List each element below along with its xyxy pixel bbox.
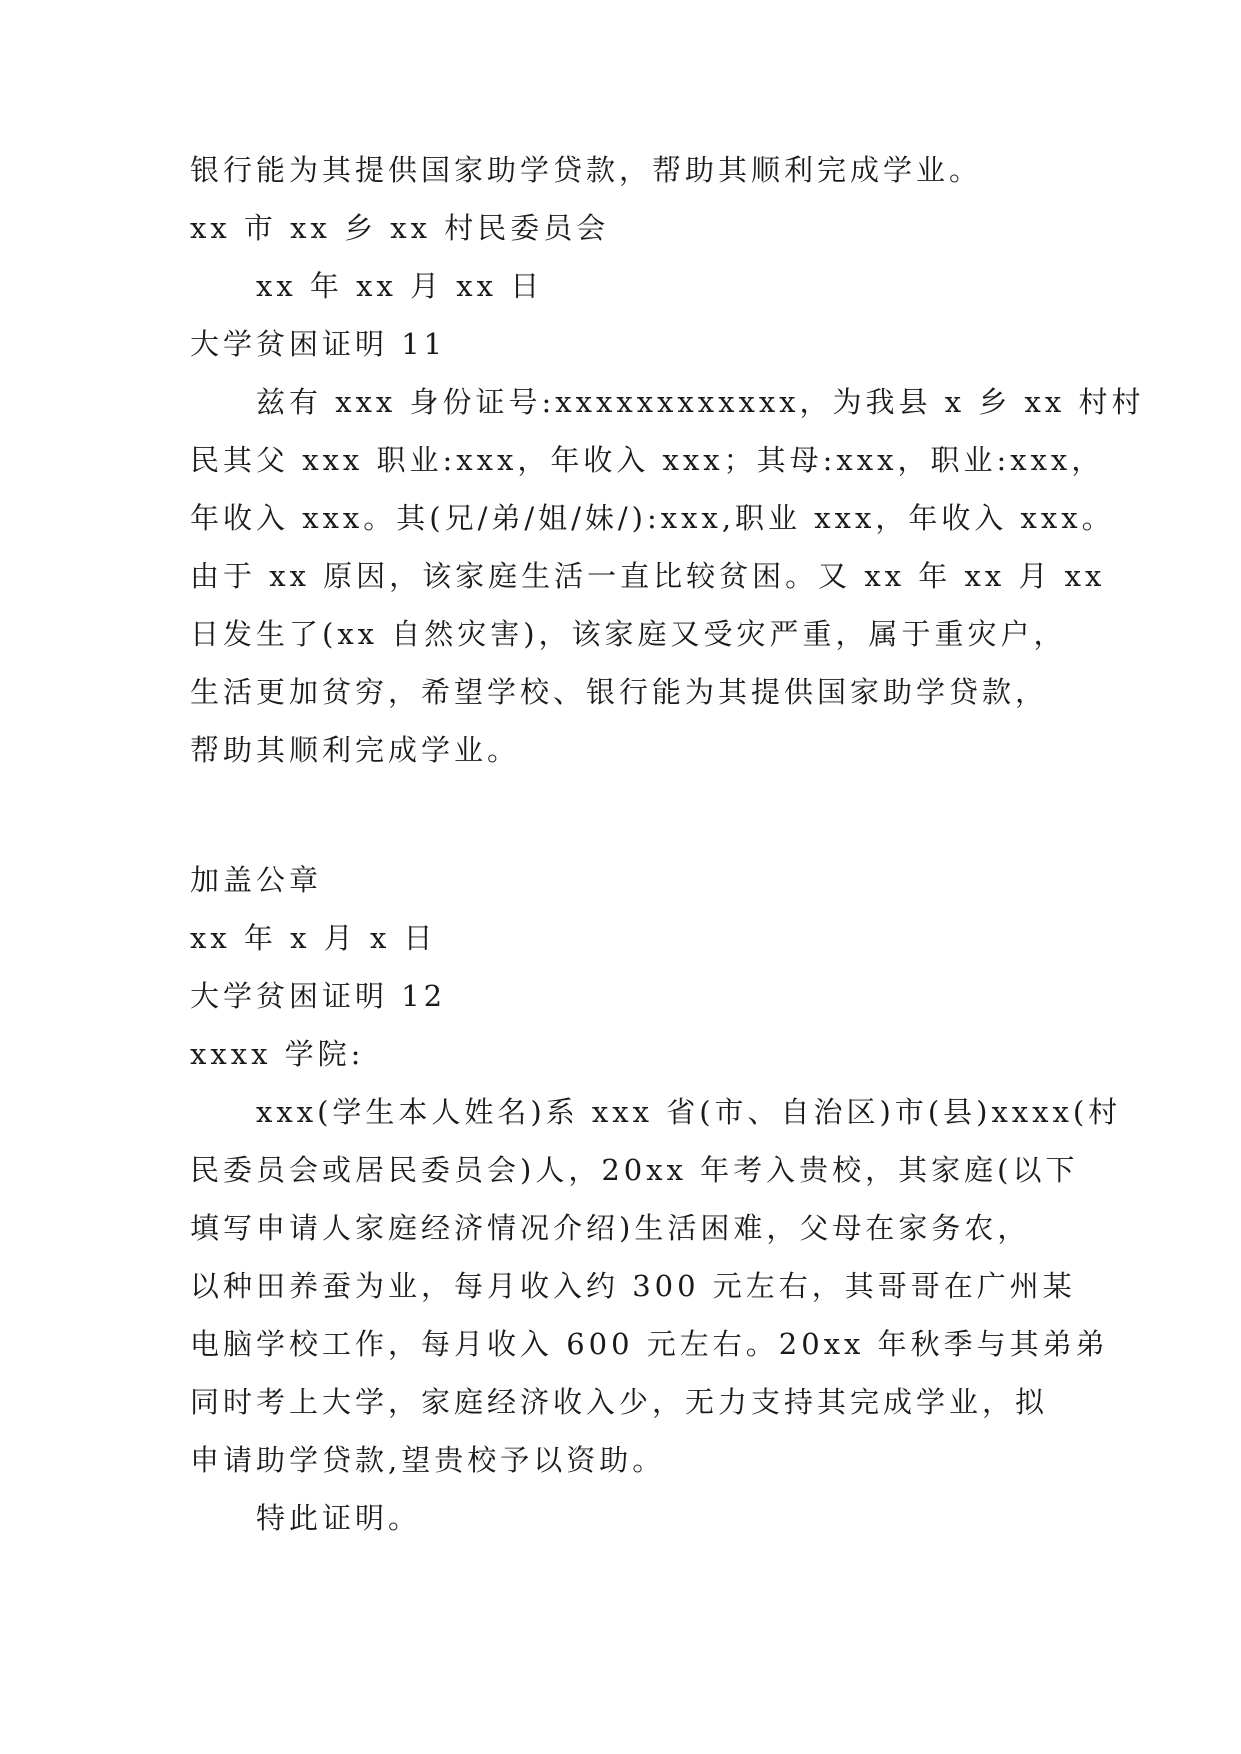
- text-line: xxx(学生本人姓名)系 xxx 省(市、自治区)市(县)xxxx(村: [256, 1095, 1122, 1129]
- text-line: 填写申请人家庭经济情况介绍)生活困难，父母在家务农，: [190, 1211, 1031, 1245]
- section-heading: 大学贫困证明 11: [190, 327, 447, 361]
- addressee: xxxx 学院:: [190, 1037, 365, 1071]
- seal-note: 加盖公章: [190, 863, 323, 897]
- text-line: 由于 xx 原因，该家庭生活一直比较贫困。又 xx 年 xx 月 xx: [190, 559, 1106, 593]
- text-line: 申请助学贷款,望贵校予以资助。: [190, 1443, 666, 1477]
- text-line: 电脑学校工作，每月收入 600 元左右。20xx 年秋季与其弟弟: [190, 1327, 1109, 1361]
- section-heading: 大学贫困证明 12: [190, 979, 447, 1013]
- text-line: 年收入 xxx。其(兄/弟/姐/妹/):xxx,职业 xxx，年收入 xxx。: [190, 501, 1115, 535]
- text-line: 同时考上大学，家庭经济收入少，无力支持其完成学业，拟: [190, 1385, 1049, 1419]
- text-line: 民其父 xxx 职业:xxx，年收入 xxx；其母:xxx，职业:xxx，: [190, 443, 1105, 477]
- text-line: 兹有 xxx 身份证号:xxxxxxxxxxxx，为我县 x 乡 xx 村村: [256, 385, 1145, 419]
- text-line: 民委员会或居民委员会)人，20xx 年考入贵校，其家庭(以下: [190, 1153, 1079, 1187]
- text-line: xx 市 xx 乡 xx 村民委员会: [190, 211, 610, 245]
- text-line: 日发生了(xx 自然灾害)，该家庭又受灾严重，属于重灾户，: [190, 617, 1067, 651]
- text-line: 帮助其顺利完成学业。: [190, 733, 521, 767]
- text-line: 生活更加贫穷，希望学校、银行能为其提供国家助学贷款，: [190, 675, 1049, 709]
- text-line: 以种田养蚕为业，每月收入约 300 元左右，其哥哥在广州某: [190, 1269, 1076, 1303]
- text-line: 银行能为其提供国家助学贷款，帮助其顺利完成学业。: [190, 153, 983, 187]
- closing-line: 特此证明。: [256, 1501, 422, 1535]
- date-line: xx 年 x 月 x 日: [190, 921, 437, 955]
- date-line: xx 年 xx 月 xx 日: [256, 269, 544, 303]
